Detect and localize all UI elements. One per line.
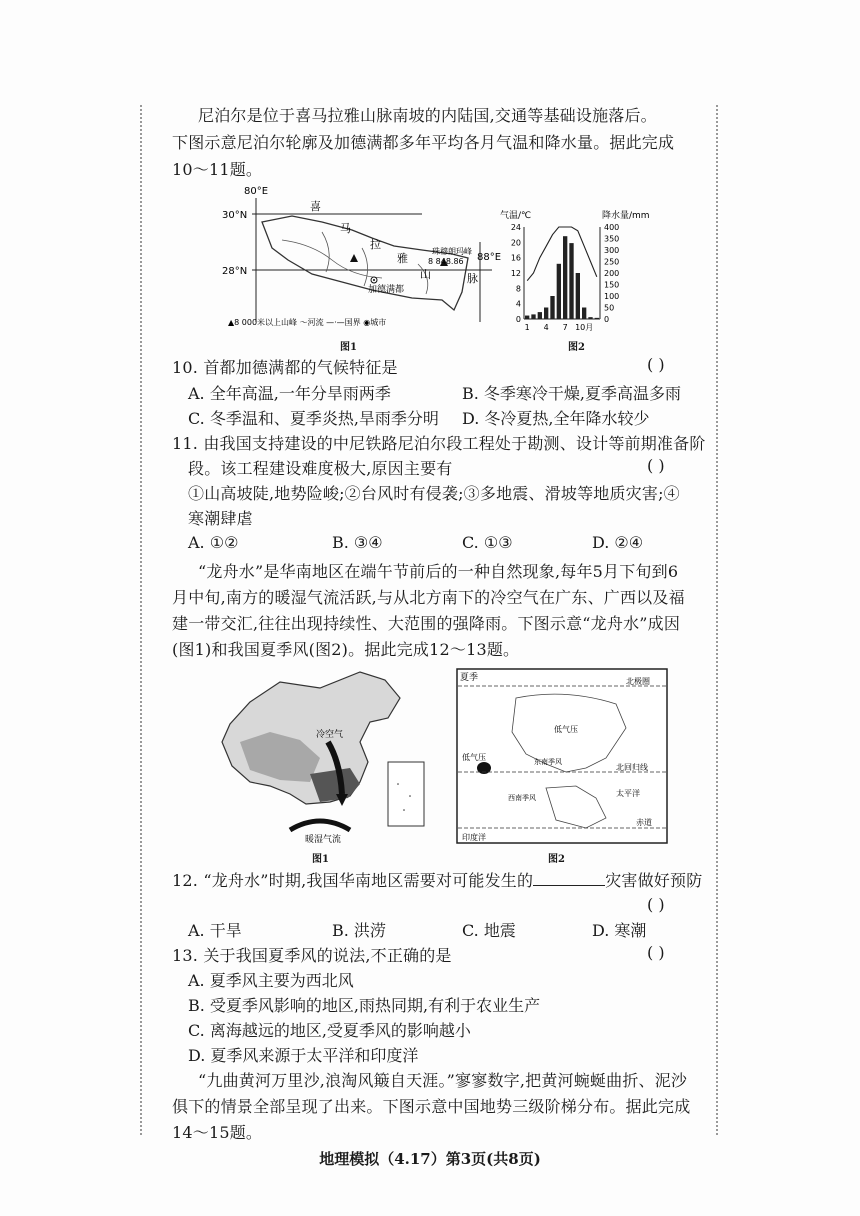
precip-tick-label: 150 xyxy=(604,280,620,290)
intro1-line2: 下图示意尼泊尔轮廓及加德满都多年平均各月气温和降水量。据此完成 xyxy=(172,133,675,152)
page-footer: 地理模拟（4.17）第3页(共8页) xyxy=(319,1150,541,1168)
map1-caption: 图1 xyxy=(340,342,357,353)
intro1-line1: 尼泊尔是位于喜马拉雅山脉南坡的内陆国,交通等基础设施落后。 xyxy=(198,106,657,125)
precip-bar xyxy=(557,264,561,319)
peak-name: 珠穆朗玛峰 xyxy=(432,247,472,256)
temperature-line xyxy=(527,227,597,281)
lat-north-label: 30°N xyxy=(222,210,248,221)
q12-stem-part2: 灾害做好预防 xyxy=(605,871,703,890)
temp-tick-label: 8 xyxy=(515,284,521,294)
intro2-line3: 建一带交汇,往往出现持续性、大范围的强降雨。下图示意“龙舟水”成因 xyxy=(172,614,681,633)
precip-tick-label: 50 xyxy=(604,303,615,313)
q13-stem: 13. 关于我国夏季风的说法,不正确的是 xyxy=(172,946,452,965)
intro3-line3: 14～15题。 xyxy=(172,1123,263,1142)
q11-items-line2: 寒潮肆虐 xyxy=(188,509,253,528)
q13-option-b: B. 受夏季风影响的地区,雨热同期,有利于农业生产 xyxy=(188,996,541,1015)
precip-bar xyxy=(563,236,567,319)
precip-tick-label: 250 xyxy=(604,257,620,267)
southwest-monsoon-label: 西南季风 xyxy=(508,794,536,802)
q12-option-c: C. 地震 xyxy=(462,921,516,940)
q12-answer-blank xyxy=(533,871,605,886)
temp-tick-label: 24 xyxy=(510,223,521,232)
q11-option-a: A. ①② xyxy=(188,533,239,552)
warm-air-label: 暖湿气流 xyxy=(305,835,342,845)
precip-tick-label: 300 xyxy=(604,246,620,255)
china-map xyxy=(210,662,440,847)
q13-option-c: C. 离海越远的地区,受夏季风的影响越小 xyxy=(188,1021,471,1040)
precip-bar xyxy=(538,312,542,319)
q12-answer-paren: ( ) xyxy=(647,895,665,914)
pacific-label: 太平洋 xyxy=(616,789,640,798)
month-tick-label: 4 xyxy=(543,323,549,332)
precip-bar xyxy=(531,314,535,319)
precip-bar xyxy=(544,308,548,320)
label-xi: 喜 xyxy=(310,200,321,213)
equator-label: 赤道 xyxy=(636,818,652,827)
label-ma: 马 xyxy=(340,222,351,235)
q12-stem-part1: 12. “龙舟水”时期,我国华南地区需要对可能发生的 xyxy=(172,871,534,890)
peak-icon xyxy=(350,254,358,262)
nepal-map xyxy=(222,182,502,332)
low-pressure-label-1: 低气压 xyxy=(554,725,578,734)
q12-stem xyxy=(172,868,702,894)
intro3-line2: 俱下的情景全部呈现了出来。下图示意中国地势三级阶梯分布。据此完成 xyxy=(172,1097,691,1116)
binding-line-left xyxy=(140,105,142,1135)
q11-option-b: B. ③④ xyxy=(332,533,383,552)
indian-ocean-label: 印度洋 xyxy=(462,833,486,842)
precip-bar xyxy=(525,316,529,319)
intro2-line2: 月中旬,南方的暖湿气流活跃,与从北方南下的冷空气在广东、广西以及福 xyxy=(172,588,685,607)
label-shan: 山 xyxy=(420,268,431,281)
peak-height: 8 848.86 xyxy=(428,257,464,266)
cold-air-label: 冷空气 xyxy=(316,730,344,740)
precip-bar xyxy=(576,273,580,319)
southeast-monsoon-label: 东南季风 xyxy=(534,758,562,766)
q11-items-line1: ①山高坡陡,地势险峻;②台风时有侵袭;③多地震、滑坡等地质灾害;④ xyxy=(188,484,680,503)
chart-temp-title: 气温/℃ xyxy=(500,211,532,221)
precip-tick-label: 100 xyxy=(604,292,620,301)
q12-option-b: B. 洪涝 xyxy=(332,921,386,940)
chart-caption: 图2 xyxy=(568,342,585,353)
q10-answer-paren: ( ) xyxy=(647,355,665,374)
q11-option-d: D. ②④ xyxy=(592,533,644,552)
lon-east-label: 88°E xyxy=(477,252,502,263)
chart-precip-title: 降水量/mm xyxy=(602,211,650,221)
month-tick-label: 7 xyxy=(562,323,568,332)
arctic-label: 北极圈 xyxy=(626,677,650,686)
precip-tick-label: 350 xyxy=(604,234,620,244)
binding-line-right xyxy=(716,105,718,1135)
temp-tick-label: 16 xyxy=(510,253,521,263)
q11-stem-line1: 11. 由我国支持建设的中尼铁路尼泊尔段工程处于勘测、设计等前期准备阶 xyxy=(172,434,706,453)
label-la: 拉 xyxy=(370,238,381,251)
q10-option-a: A. 全年高温,一年分旱雨两季 xyxy=(188,384,391,403)
q10-option-d: D. 冬冷夏热,全年降水较少 xyxy=(462,409,650,428)
label-ya: 雅 xyxy=(397,252,408,265)
temp-tick-label: 4 xyxy=(515,299,521,309)
intro1-line3: 10～11题。 xyxy=(172,160,263,179)
lon-west-label: 80°E xyxy=(244,186,269,197)
q13-answer-paren: ( ) xyxy=(647,943,665,962)
intro2-line4: (图1)和我国夏季风(图2)。据此完成12～13题。 xyxy=(172,640,520,659)
map-legend: ▲8 000米以上山峰 〜河流 —·—国界 ◉城市 xyxy=(228,318,387,327)
q13-option-a: A. 夏季风主要为西北风 xyxy=(188,971,354,990)
month-tick-label: 1 xyxy=(524,323,530,332)
climate-chart xyxy=(498,205,688,335)
lat-south-label: 28°N xyxy=(222,266,248,277)
q11-option-c: C. ①③ xyxy=(462,533,513,552)
temp-tick-label: 12 xyxy=(510,269,521,278)
q10-option-b: B. 冬季寒冷干燥,夏季高温多雨 xyxy=(462,384,682,403)
summer-label: 夏季 xyxy=(460,673,479,683)
q11-stem-line2: 段。该工程建设难度极大,原因主要有 xyxy=(188,459,453,478)
month-tick-label: 10月 xyxy=(575,323,594,332)
city-label: 加德满都 xyxy=(368,285,405,295)
precip-bar xyxy=(569,243,573,319)
temp-tick-label: 0 xyxy=(515,315,521,324)
precip-bar xyxy=(550,296,554,319)
q12-option-d: D. 寒潮 xyxy=(592,921,647,940)
tropic-label: 北回归线 xyxy=(616,763,648,772)
temp-tick-label: 20 xyxy=(510,238,521,248)
precip-bar xyxy=(582,308,586,320)
q12-option-a: A. 干旱 xyxy=(188,921,242,940)
precip-tick-label: 200 xyxy=(604,269,620,278)
q11-answer-paren: ( ) xyxy=(647,456,665,475)
precip-tick-label: 400 xyxy=(604,223,620,232)
map3-caption: 图2 xyxy=(548,854,565,865)
label-mai: 脉 xyxy=(467,272,478,285)
map2-caption: 图1 xyxy=(312,854,329,865)
q10-stem: 10. 首都加德满都的气候特征是 xyxy=(172,358,398,377)
intro2-line1: “龙舟水”是华南地区在端午节前后的一种自然现象,每年5月下旬到6 xyxy=(198,562,679,581)
intro3-line1: “九曲黄河万里沙,浪淘风簸自天涯。”寥寥数字,把黄河蜿蜒曲折、泥沙 xyxy=(198,1071,688,1090)
low-pressure-label-2: 低气压 xyxy=(462,753,486,762)
q10-option-c: C. 冬季温和、夏季炎热,旱雨季分明 xyxy=(188,409,439,428)
precip-tick-label: 0 xyxy=(604,315,610,324)
monsoon-map xyxy=(456,668,668,844)
q13-option-d: D. 夏季风来源于太平洋和印度洋 xyxy=(188,1046,419,1065)
